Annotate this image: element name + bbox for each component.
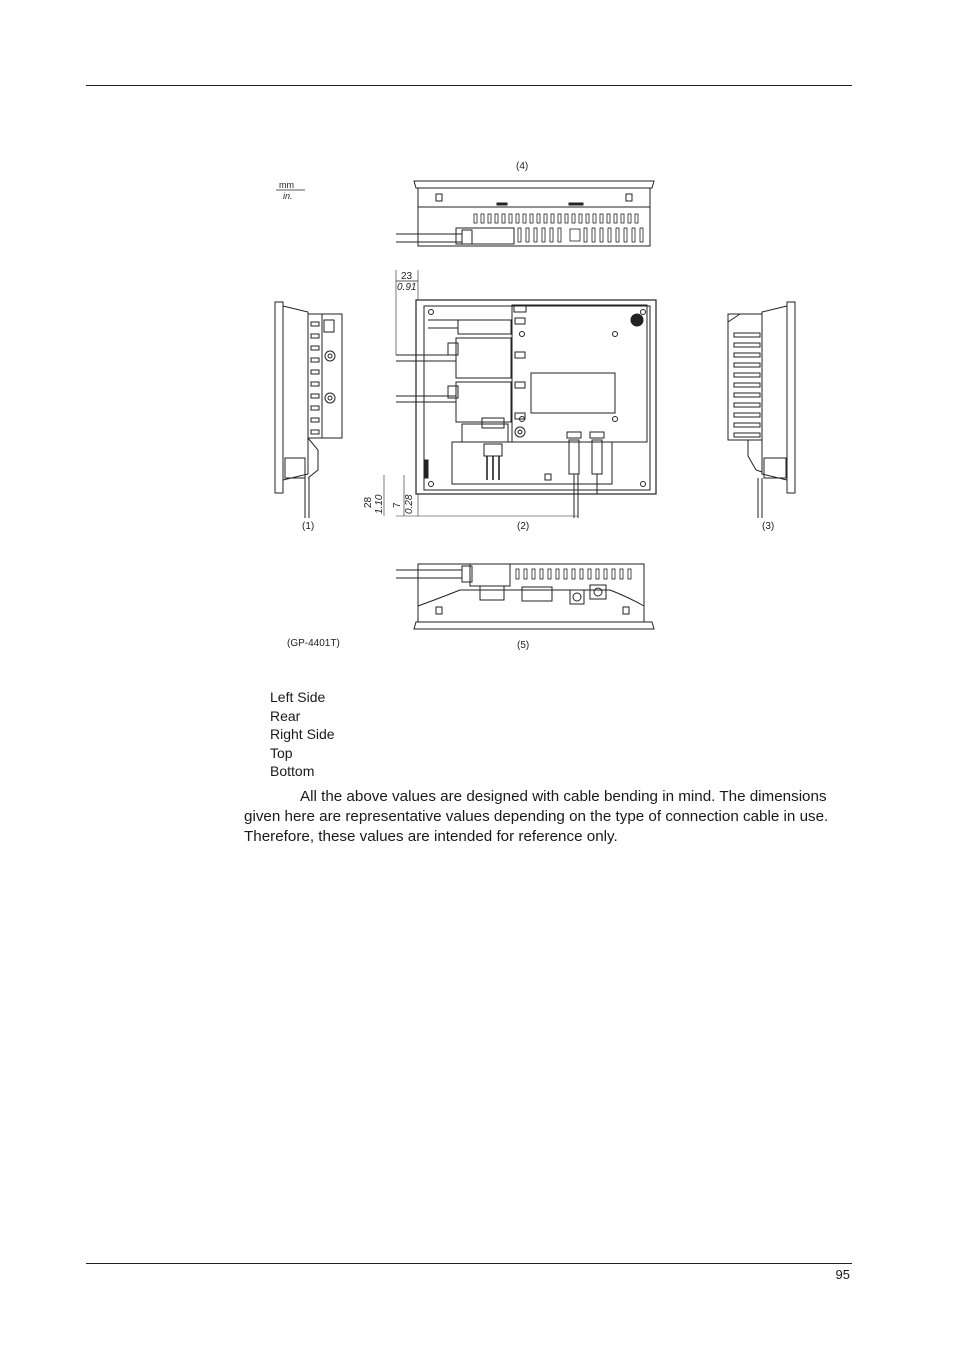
unit-mm: mm [279,180,294,190]
right-side-view [728,302,795,532]
legend-item-right-side: Right Side [270,726,335,742]
bottom-view [396,564,654,651]
dimension-28-7 [363,475,415,516]
unit-key [276,180,305,201]
dim-7-in: 0.28 [404,494,415,514]
legend-item-rear: Rear [270,707,301,724]
label-view-3: (3) [762,521,775,532]
legend-item-bottom: Bottom [270,763,315,779]
cable-bending-note: All the above values are designed with cable bending in mind. The dimensions given here are representative values depending on the type of connection cable in use. Therefore, these values are intended for reference only. [244,788,829,845]
dim-23-in: 0.91 [397,282,417,293]
label-view-2: (2) [517,521,530,532]
legend-item-left-side: Left Side [270,689,326,705]
label-view-5: (5) [517,640,530,651]
dim-23-mm: 23 [401,271,413,282]
top-view [396,161,654,246]
page-number: 95 [835,1267,850,1282]
label-view-4: (4) [516,161,529,172]
model-label: (GP-4401T) [287,638,340,649]
view-legend [270,688,335,781]
left-side-view [275,302,342,532]
dim-28-mm: 28 [363,496,374,508]
footer-rule [86,1263,852,1264]
dimension-23 [396,270,418,355]
dim-7-mm: 7 [392,502,403,508]
bottom-vent-slots [516,569,631,579]
dim-28-in: 1.10 [374,494,385,514]
legend-item-top: Top [270,744,293,761]
unit-in: in. [283,191,293,201]
rear-view [396,300,656,532]
label-view-1: (1) [302,521,315,532]
